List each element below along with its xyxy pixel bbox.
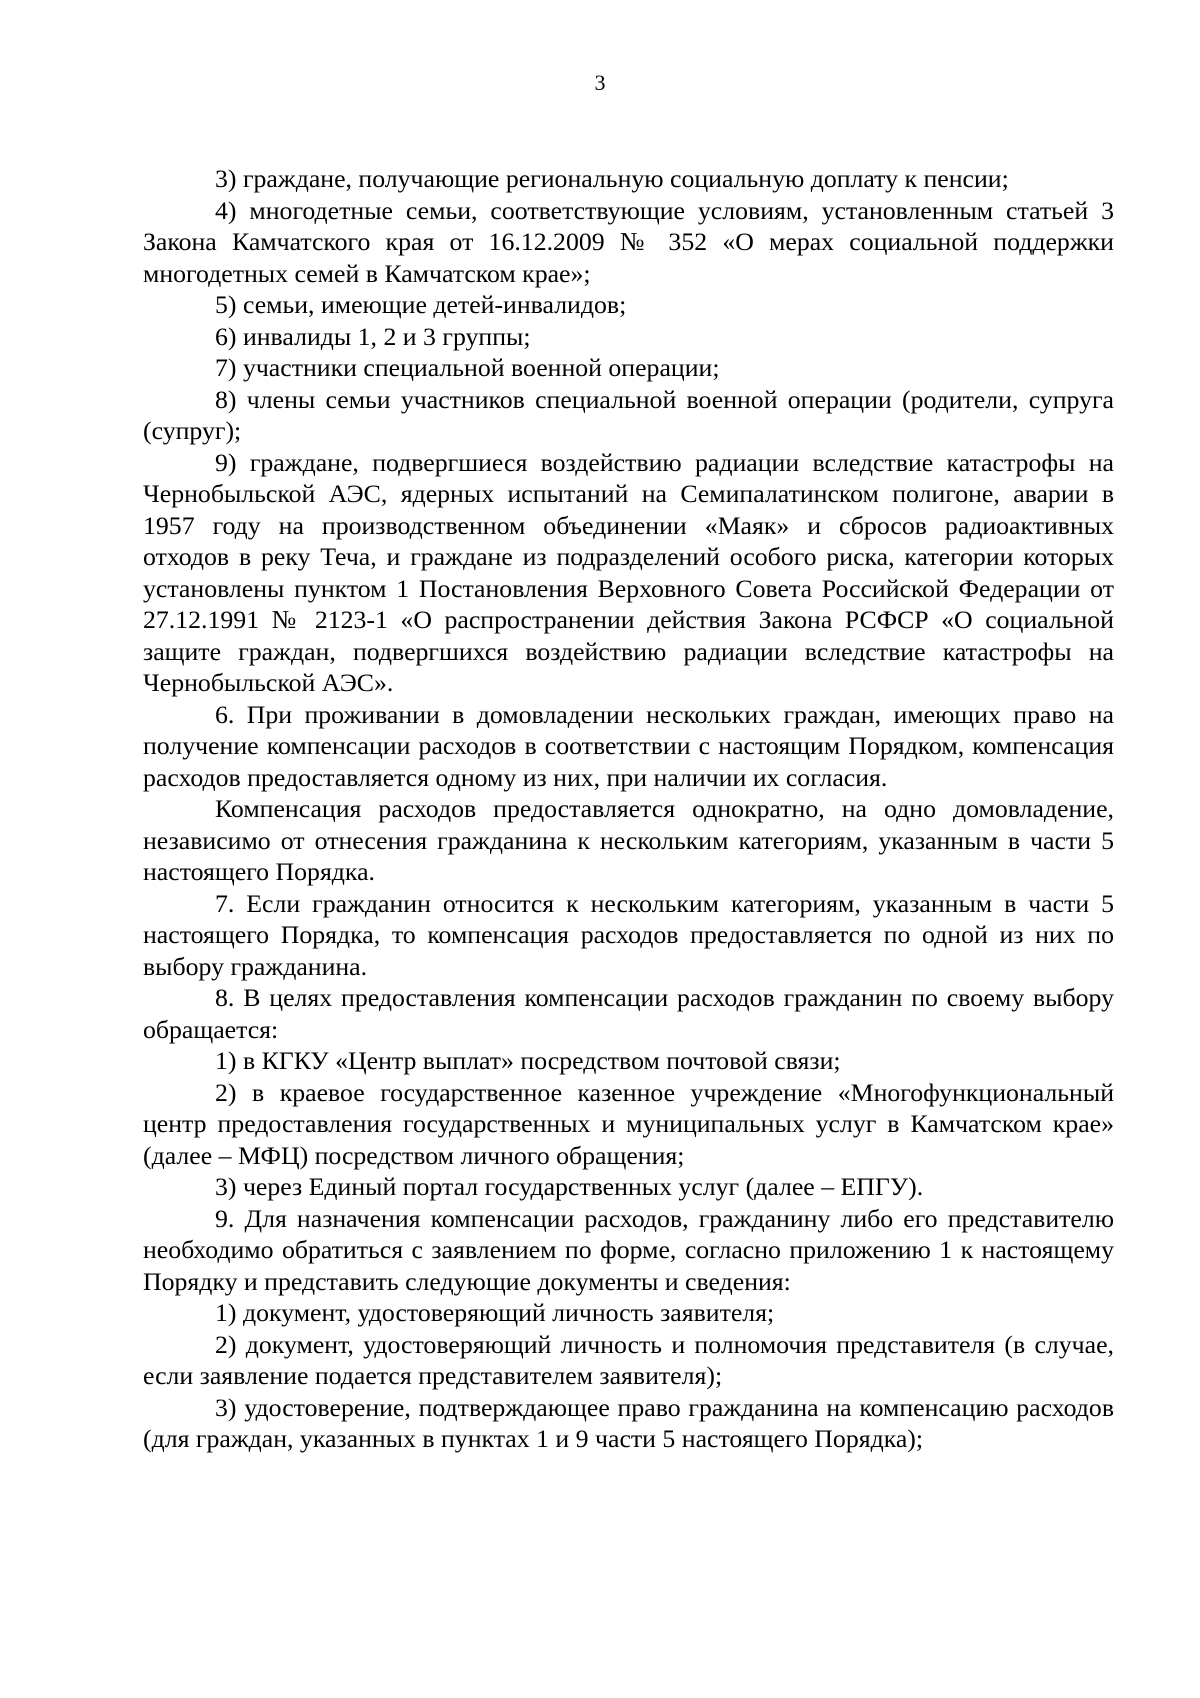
section-8-item-1-postal: 1) в КГКУ «Центр выплат» посредством почтовой связи; [215,1046,841,1075]
list-item-3-regional-pension-supplement: 3) граждане, получающие региональную социальную доплату к пенсии; [215,164,1009,193]
section-8-item-3-epgu: 3) через Единый портал государственных услуг (далее – ЕПГУ). [215,1172,924,1201]
list-item-7-svo-participants: 7) участники специальной военной операции; [215,353,720,382]
section-9-item-1-identity-document: 1) документ, удостоверяющий личность заявителя; [215,1298,775,1327]
section-9-item-3-certificate: 3) удостоверение, подтверждающее право гражданина на компенсацию расходов (для граждан, указанных в пунктах 1 и 9 части 5 настоящего Порядка); [143,1392,1114,1453]
list-item-6-disabled-groups: 6) инвалиды 1, 2 и 3 группы; [215,321,531,351]
section-6-paragraph: 6. При проживании в домовладении нескольких граждан, имеющих право на получение компенсации расходов в соответствии с настоящим Порядком, компенсация расходов предоставляется одному из них, при наличии их согласия. [143,699,1114,792]
document-body [143,163,1114,1455]
section-8-paragraph: 8. В целях предоставления компенсации расходов гражданин по своему выбору обращается: [143,983,1114,1044]
section-9-paragraph: 9. Для назначения компенсации расходов, гражданину либо его представителю необходимо обратиться с заявлением по форме, согласно приложению 1 к настоящему Порядку и представить следующие документы и сведения: [143,1203,1114,1296]
list-item-9-radiation-exposed: 9) граждане, подвергшиеся воздействию радиации вследствие катастрофы на Чернобыльской АЭС, ядерных испытаний на Семипалатинском полигоне, аварии в 1957 году на производственном объединении «Маяк» и сбросов радиоактивных отходов в реку Теча, и граждане из подразделений особого риска, категории которых установлены пунктом 1 Постановления Верховного Совета Российской Федерации от 27.12.1991 № 2123-1 «О распространении действия Закона РСФСР «О социальной защите граждан, подвергшихся воздействию радиации вследствие катастрофы на Чернобыльской АЭС». [143,447,1114,697]
page-number: 3 [594,70,606,95]
section-7-paragraph: 7. Если гражданин относится к нескольким категориям, указанным в части 5 настоящего Порядка, то компенсация расходов предоставляется по одной из них по выбору гражданина. [143,888,1114,981]
list-item-8-svo-family-members: 8) члены семьи участников специальной военной операции (родители, супруга (супруг); [143,384,1114,445]
section-9-item-2-representative-document: 2) документ, удостоверяющий личность и полномочия представителя (в случае, если заявление подается представителем заявителя); [143,1329,1114,1390]
list-item-5-families-disabled-children: 5) семьи, имеющие детей-инвалидов; [215,290,627,319]
section-8-item-2-mfc: 2) в краевое государственное казенное учреждение «Многофункциональный центр предоставления государственных и муниципальных услуг в Камчатском крае» (далее – МФЦ) посредством личного обращения; [143,1077,1114,1170]
section-6-compensation-once: Компенсация расходов предоставляется однократно, на одно домовладение, независимо от отнесения гражданина к нескольким категориям, указанным в части 5 настоящего Порядка. [143,794,1114,886]
list-item-4-large-families: 4) многодетные семьи, соответствующие условиям, установленным статьей 3 Закона Камчатского края от 16.12.2009 № 352 «О мерах социальной поддержки многодетных семей в Камчатском крае»; [143,195,1114,288]
